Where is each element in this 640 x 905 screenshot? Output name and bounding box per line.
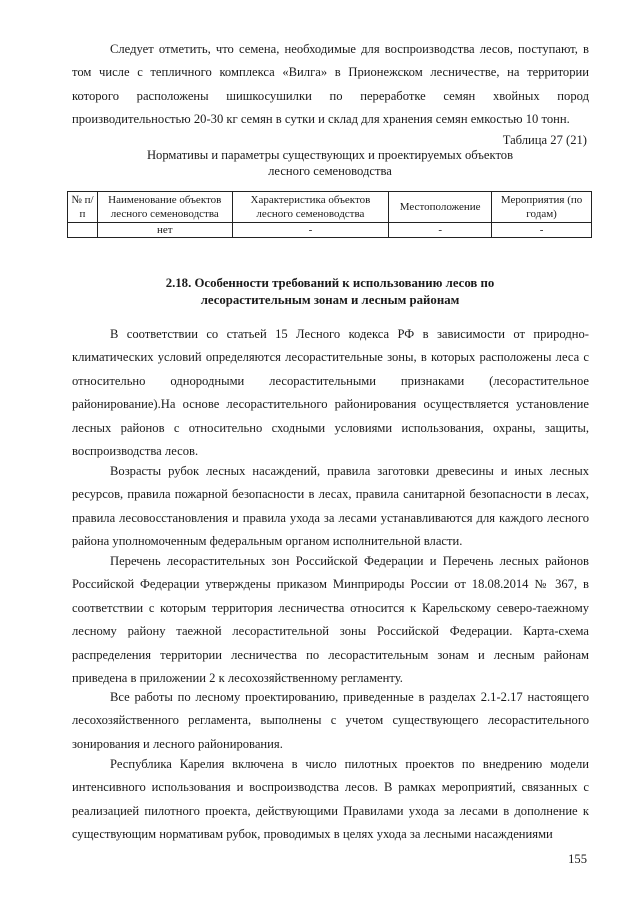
table-cell <box>68 223 98 238</box>
table-number: Таблица 27 (21) <box>502 133 587 147</box>
table-cell: - <box>232 223 389 238</box>
section-heading: 2.18. Особенности требований к использованию лесов по лесорастительным зонам и лесным районам <box>165 276 495 307</box>
table-title: Нормативы и параметры существующих и проектируемых объектов лесного семеноводства <box>146 148 514 178</box>
table-header-cell: Характеристика объектов лесного семеноводства <box>232 192 389 223</box>
table-header-row <box>68 192 592 223</box>
table-header-cell: № п/п <box>68 192 98 223</box>
body-paragraph: Республика Карелия включена в число пилотных проектов по внедрению модели интенсивного использования и воспроизводства лесов. В рамках мероприятий, связанных с реализацией пилотного проекта, действующими Правилами ухода за лесами в дополнение к существующим нормативам рубок, проводимых в целях ухода за лесными насаждениями <box>72 757 589 842</box>
page-number: 155 <box>568 852 587 866</box>
body-paragraph: Возрасты рубок лесных насаждений, правила заготовки древесины и иных лесных ресурсов, правила пожарной безопасности в лесах, правила санитарной безопасности в лесах, правила лесовосстановления и правила ухода за лесами устанавливаются для каждого лесного района уполномоченным федеральным органом исполнительной власти. <box>72 464 589 549</box>
table-header-cell: Местоположение <box>389 192 492 223</box>
table-cell: нет <box>97 223 232 238</box>
table-cell: - <box>492 223 592 238</box>
seed-objects-table <box>67 191 592 238</box>
body-paragraph: В соответствии со статьей 15 Лесного кодекса РФ в зависимости от природно-климатических условий определяются лесорастительные зоны, в которых расположены леса с относительно однородными лесорастительными признаками (лесорастительное районирование).На основе лесорастительного районирования осуществляется установление лесных районов с относительно сходными условиями использования, охраны, защиты, воспроизводства лесов. <box>72 327 589 459</box>
intro-paragraph: Следует отметить, что семена, необходимые для воспроизводства лесов, поступают, в том числе с тепличного комплекса «Вилга» в Прионежском лесничестве, на территории которого расположены шишкосушилки по переработке семян хвойных пород производительностью 20-30 кг семян в сутки и склад для хранения семян емкостью 10 тонн. <box>72 42 589 127</box>
table-header-cell: Наименование объектов лесного семеноводства <box>97 192 232 223</box>
body-paragraph: Перечень лесорастительных зон Российской Федерации и Перечень лесных районов Российской Федерации утверждены приказом Минприроды России от 18.08.2014 № 367, в соответствии с которым территория лесничества относится к Карельскому северо-таежному лесному району таежной лесорастительной зоны Российской Федерации. Карта-схема распределения территории лесничества по лесорастительным зонам и лесным районам приведена в приложении 2 к лесохозяйственному регламенту. <box>72 554 589 686</box>
table-cell: - <box>389 223 492 238</box>
body-paragraph: Все работы по лесному проектированию, приведенные в разделах 2.1-2.17 настоящего лесохозяйственного регламента, выполнены с учетом существующего лесорастительного зонирования и лесного районирования. <box>72 690 589 751</box>
table-row <box>68 223 592 238</box>
table-header-cell: Мероприятия (по годам) <box>492 192 592 223</box>
